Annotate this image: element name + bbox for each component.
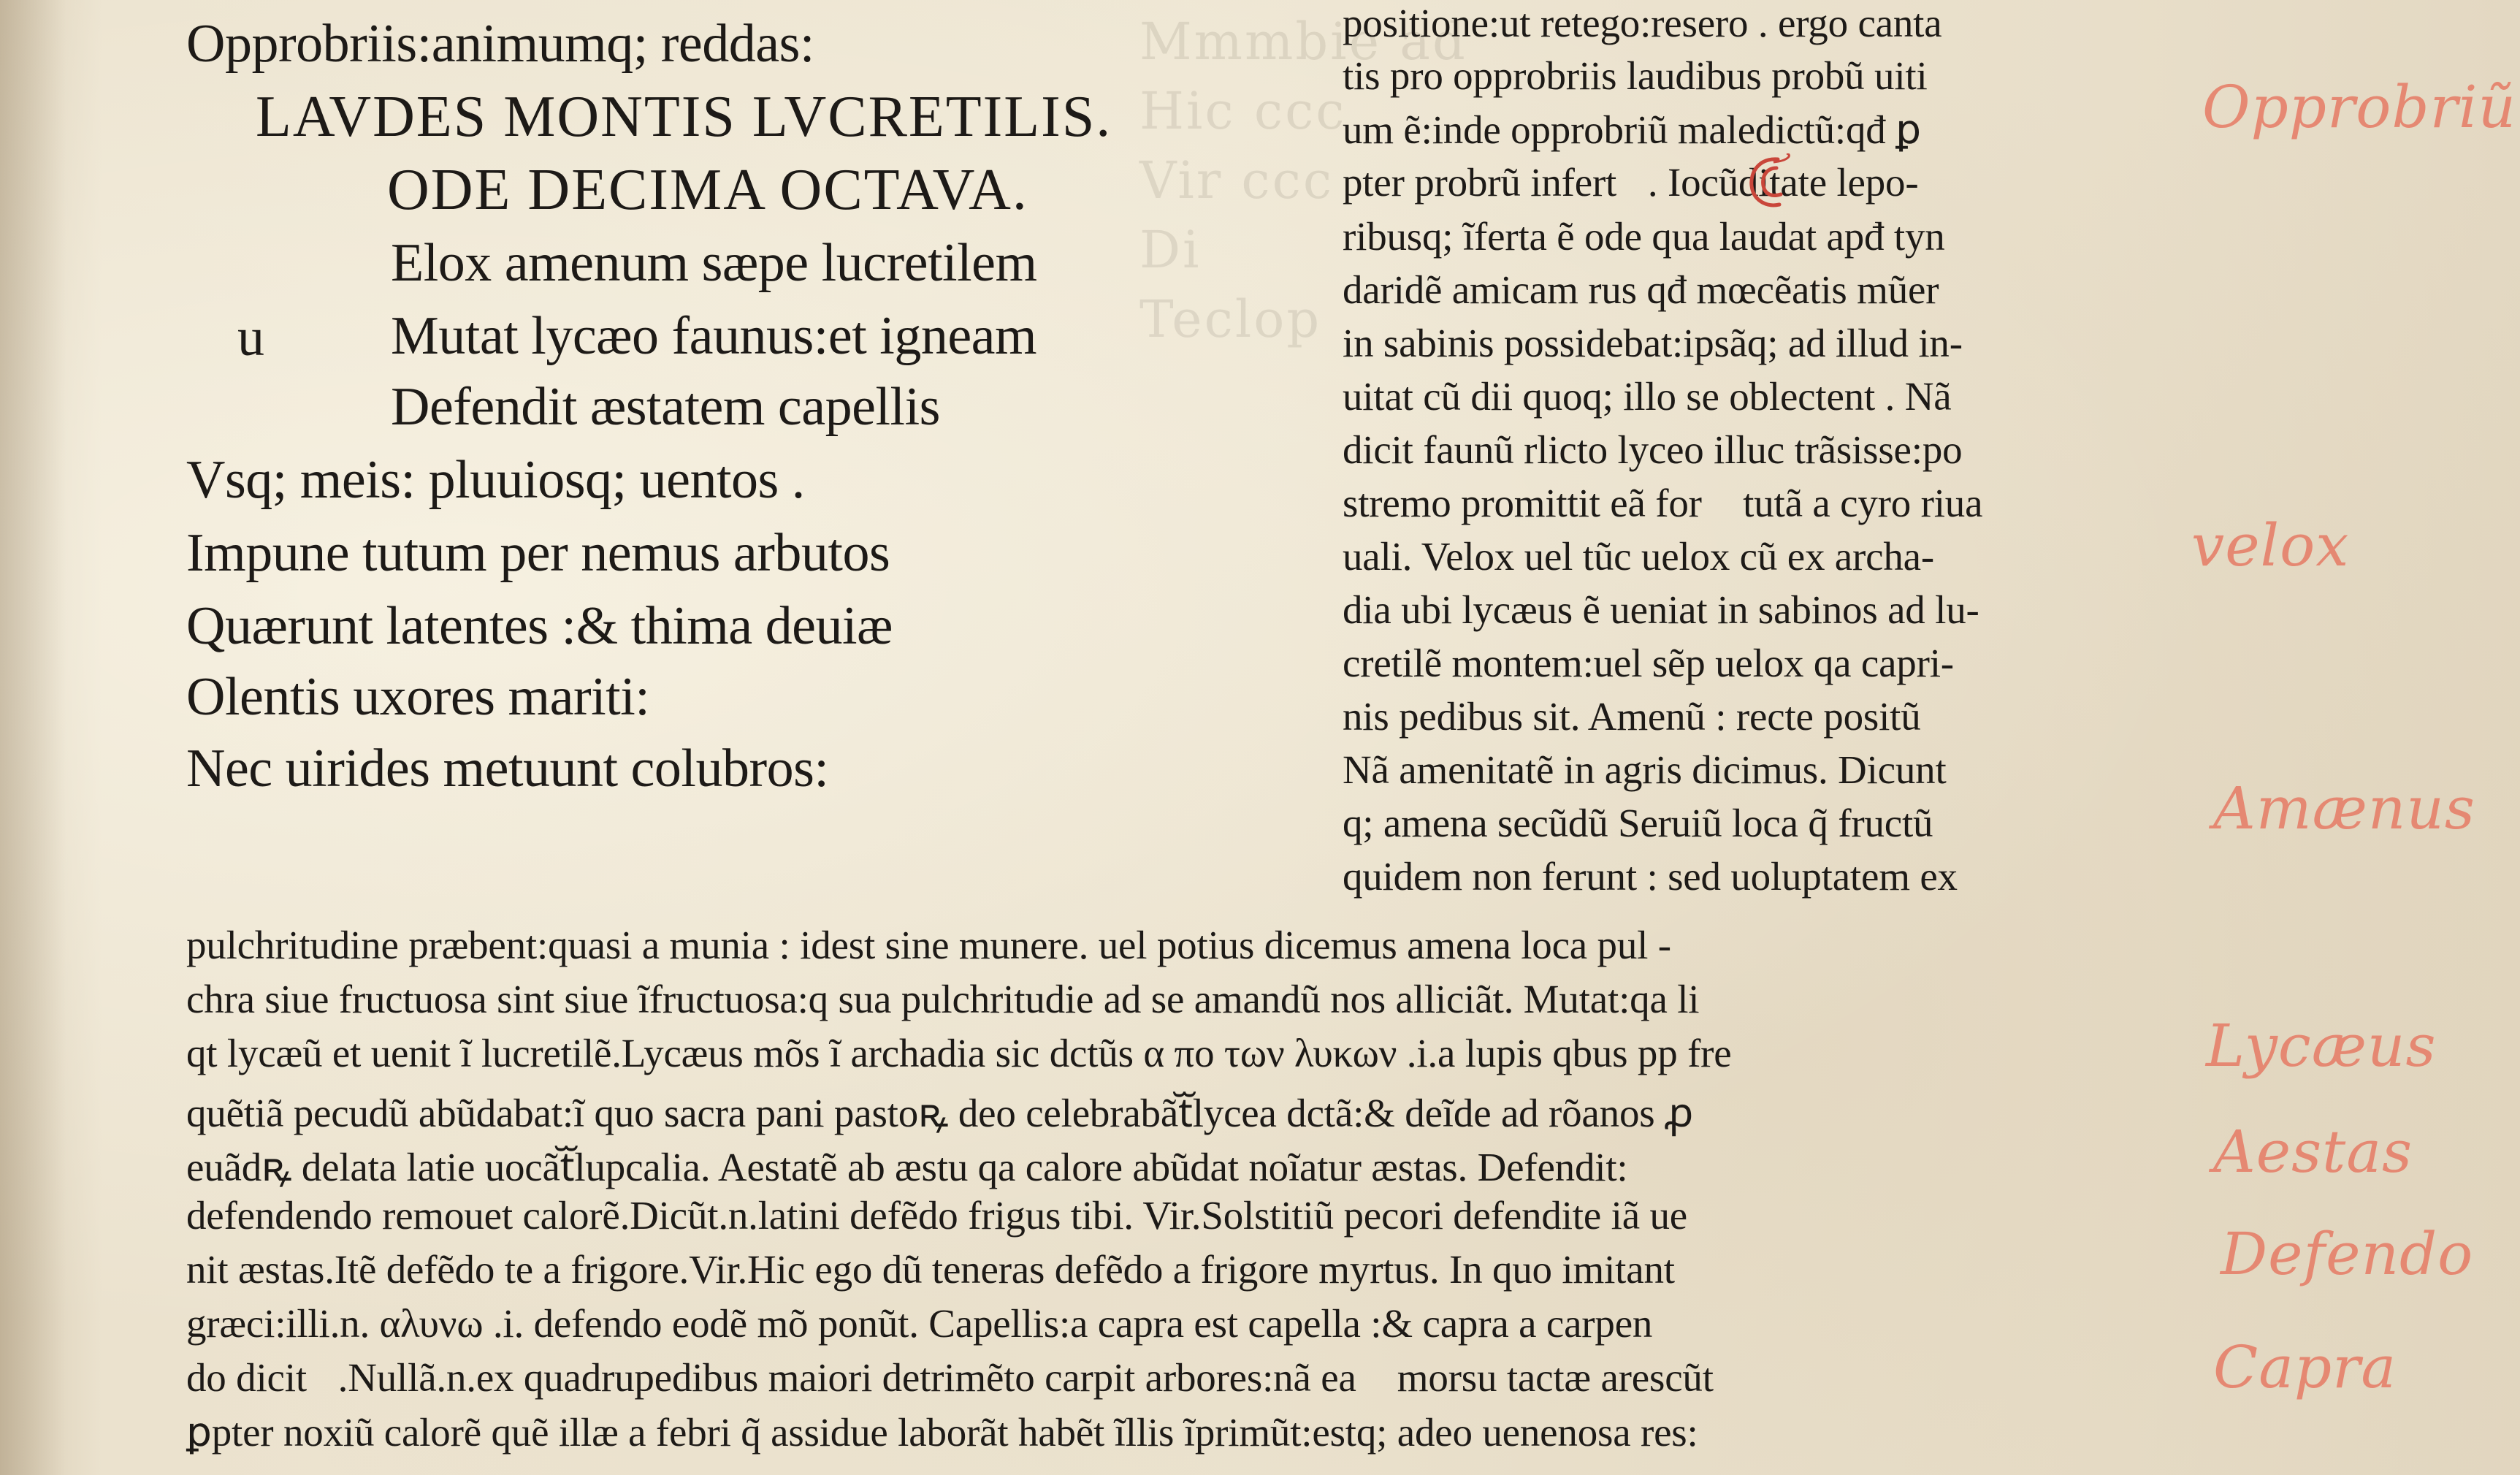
gutter-shadow [0, 0, 66, 1475]
commentary-line: quẽtiã pecudũ abũdabat:ĩ quo sacra pani pastoꝶ deo celebrabãtᷓlycea dctã:& deĩde ad rõanos ꝓ [186, 1091, 1694, 1135]
commentary-line: quidem non ferunt : sed uoluptatem ex [1343, 854, 1958, 899]
commentary-line: uali. Velox uel tũc uelox cũ ex archa‑ [1343, 534, 1934, 579]
commentary-line: tis pro opprobriis laudibus probũ uiti [1343, 53, 1928, 98]
commentary-line: pulchritudine præbent:quasi a munia : idest sine munere. uel potius dicemus amena loca pul ‑ [186, 923, 1671, 967]
bleed-through-verse: Mmmbie ad Hic ccc Vir ccc Di Teclop [1139, 12, 1467, 349]
commentary-line: um ẽ:inde opprobriũ maledictũ:qđ ꝑ [1343, 107, 1921, 152]
ode-title-1: LAVDES MONTIS LVCRETILIS. [256, 85, 1112, 149]
commentary-line: positione:ut retego:resero . ergo canta [1343, 1, 1942, 45]
marginal-letter: u [237, 308, 264, 367]
rubric-mark-icon [1744, 153, 1795, 212]
verse-line: Mutat lycæo faunus:et igneam [391, 306, 1037, 366]
verse-line: Olentis uxores mariti: [186, 667, 650, 727]
margin-note: Amænus [2213, 774, 2475, 842]
verse-line: Defendit æstatem capellis [391, 377, 940, 437]
commentary-line: q; amena secũdũ Seruiũ loca q̃ fructũ [1343, 801, 1933, 845]
commentary-line: ꝑpter noxiũ calorẽ quẽ illæ a febri q̃ assidue laborãt habẽt ĩllis ĩprimũt:estq; adeo uenenosa res: [186, 1410, 1698, 1455]
commentary-line: cretilẽ montem:uel sẽp uelox qa capri‑ [1343, 641, 1954, 685]
margin-note: Capra [2213, 1333, 2397, 1401]
commentary-line: in sabinis possidebat:ipsãq; ad illud in‑ [1343, 321, 1963, 365]
verse-line: Elox amenum sæpe lucretilem [391, 233, 1037, 293]
commentary-line: nis pedibus sit. Amenũ : recte positũ [1343, 694, 1921, 739]
commentary-line: do dicitᷓ.Nullã.n.ex quadrupedibus maiori detrimẽto carpit arbores:nã eaꝶ morsu tactæ arescũt [186, 1355, 1714, 1400]
commentary-line: græci:illi.n. αλυνω .i. defendo eodẽ mõ ponũt. Capellis:a capra est capella :& capra a carpen [186, 1301, 1653, 1346]
commentary-line: euãdꝶ delata latie uocãtᷓlupcalia. Aestatẽ ab æstu qa calore abũdat noĩatur æstas. Defendit: [186, 1145, 1628, 1189]
commentary-line: stremo promittit eã forᷓ tutã a cyro riua [1343, 481, 1983, 525]
margin-note: Defendo [2221, 1220, 2474, 1288]
commentary-line: qt lycæũ et uenit ĩ lucretilẽ.Lycæus mõs ĩ archadia sic dctũs α πο των λυκων .i.a lupis qbus pp fre [186, 1031, 1732, 1075]
verse-line: Vsq; meis: pluuiosq; uentos . [186, 450, 805, 510]
commentary-line: ribusq; ĩferta ẽ ode qua laudat apđ tyn [1343, 214, 1945, 259]
commentary-line: nit æstas.Itẽ defẽdo te a frigore.Vir.Hic ego dũ teneras defẽdo a frigore myrtus. In quo imitantᷓ [186, 1247, 1706, 1292]
commentary-line: dicit faunũ rlicto lyceo illuc trãsisse:po [1343, 427, 1963, 472]
commentary-line: daridẽ amicam rus qđ mœcẽatis mũerᷓ [1343, 267, 1971, 312]
verse-line: Nec uirides metuunt colubros: [186, 739, 829, 799]
verse-line: Quærunt latentes :& thima deuiæ [186, 596, 893, 656]
commentary-line: defendendo remouet calorẽ.Dicũt.n.latini defẽdo frigus tibi. Vir.Solstitiũ pecori defendite iã ue [186, 1193, 1687, 1238]
commentary-line: Nã amenitatẽ in agris dicimus. Dicuntᷓ [1343, 747, 1978, 792]
verse-line-top: Opprobriis:animumq; reddas: [186, 14, 814, 74]
commentary-line: pter probrũ infertᷓ. Iocũditate lepo‑ [1343, 160, 1919, 205]
ode-title-2: ODE DECIMA OCTAVA. [387, 158, 1028, 222]
margin-note: velox [2191, 511, 2350, 579]
verse-line: Impune tutum per nemus arbutos [186, 523, 890, 583]
margin-note: Aestas [2213, 1118, 2413, 1186]
commentary-line: chra siue fructuosa sint siue ĩfructuosa:q sua pulchritudie ad se amandũ nos alliciãt. Mutat:qa li [186, 977, 1700, 1021]
commentary-line: uitat cũ dii quoq; illo se oblectent . Nã [1343, 374, 1952, 419]
margin-note: Lycæus [2206, 1012, 2437, 1080]
commentary-line: dia ubi lycæus ẽ ueniat in sabinos ad lu‑ [1343, 587, 1979, 632]
margin-note: Opprobriũ [2202, 73, 2516, 141]
